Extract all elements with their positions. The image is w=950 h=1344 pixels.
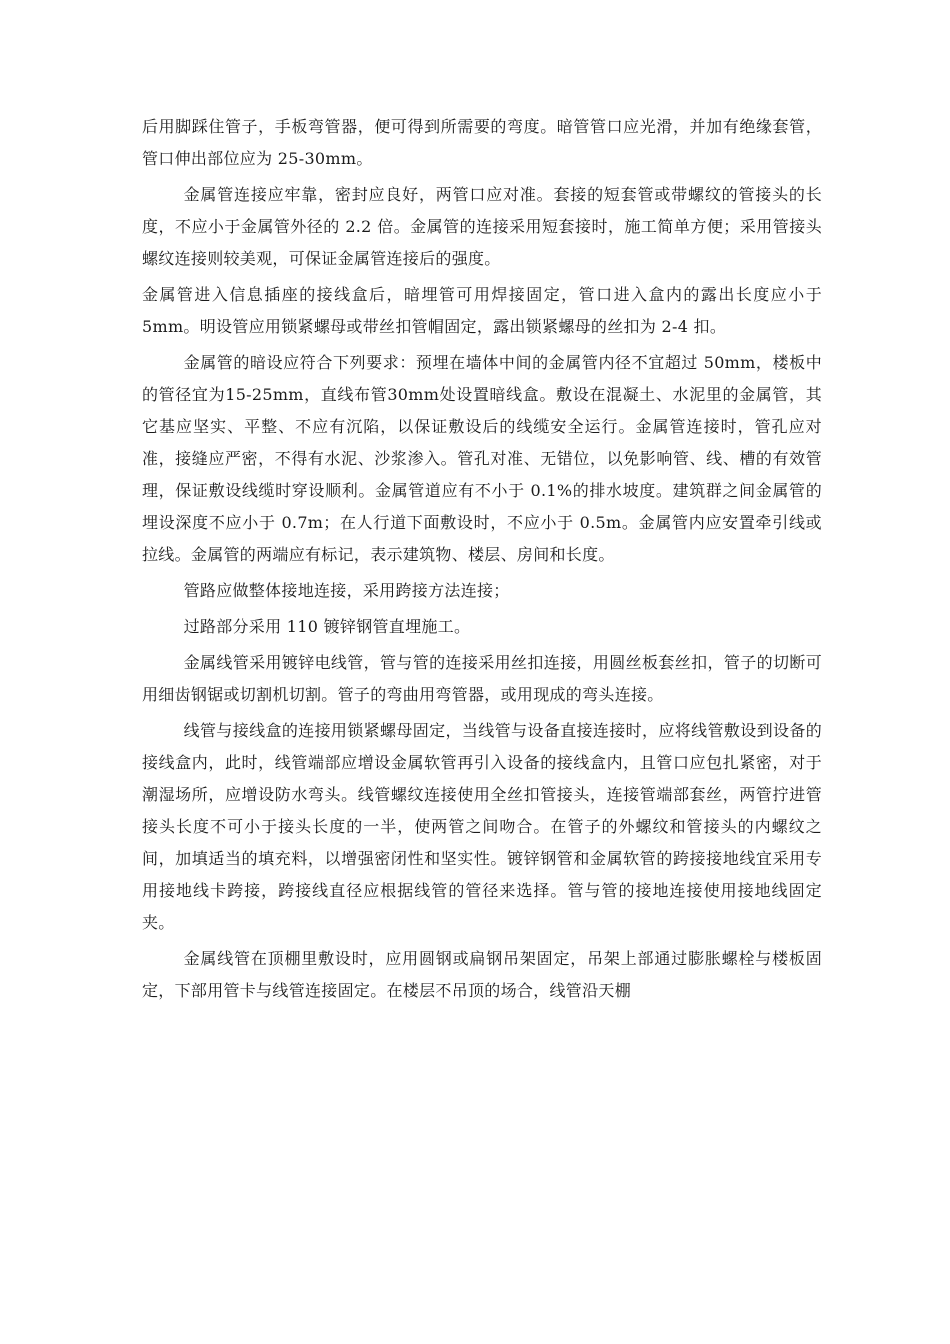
paragraph-2: 金属管连接应牢靠，密封应良好，两管口应对准。套接的短套管或带螺纹的管接头的长度，不应小于金属管外径的 2.2 倍。金属管的连接采用短套接时，施工简单方便；采用管接头螺纹连接则较美观，可保证金属管连接后的强度。 — [142, 185, 822, 268]
document-body — [142, 111, 822, 1011]
paragraph-6: 过路部分采用 110 镀锌钢管直埋施工。 — [183, 617, 471, 636]
paragraph-4: 金属管的暗设应符合下列要求：预埋在墙体中间的金属管内径不宜超过 50mm，楼板中的管径宜为15-25mm，直线布管30mm处设置暗线盒。敷设在混凝土、水泥里的金属管，其它基应坚实、平整、不应有沉陷，以保证敷设后的线缆安全运行。金属管连接时，管孔应对准，接缝应严密，不得有水泥、沙浆渗入。管孔对准、无错位，以免影响管、线、槽的有效管理，保证敷设线缆时穿设顺利。金属管道应有不小于 0.1%的排水坡度。建筑群之间金属管的埋设深度不应小于 0.7m；在人行道下面敷设时，不应小于 0.5m。金属管内应安置牵引线或拉线。金属管的两端应有标记，表示建筑物、楼层、房间和长度。 — [142, 353, 822, 564]
paragraph-3: 金属管进入信息插座的接线盒后，暗埋管可用焊接固定，管口进入盒内的露出长度应小于 5mm。明设管应用锁紧螺母或带丝扣管帽固定，露出锁紧螺母的丝扣为 2-4 扣。 — [142, 285, 822, 336]
paragraph-5: 管路应做整体接地连接，采用跨接方法连接； — [183, 581, 510, 600]
paragraph-7: 金属线管采用镀锌电线管，管与管的连接采用丝扣连接，用圆丝板套丝扣，管子的切断可用细齿钢锯或切割机切割。管子的弯曲用弯管器，或用现成的弯头连接。 — [142, 653, 822, 704]
paragraph-9: 金属线管在顶棚里敷设时，应用圆钢或扁钢吊架固定，吊架上部通过膨胀螺栓与楼板固定，下部用管卡与线管连接固定。在楼层不吊顶的场合，线管沿天棚 — [142, 949, 822, 1000]
paragraph-1: 后用脚踩住管子，手板弯管器，便可得到所需要的弯度。暗管管口应光滑，并加有绝缘套管，管口伸出部位应为 25-30mm。 — [142, 117, 822, 168]
paragraph-8: 线管与接线盒的连接用锁紧螺母固定，当线管与设备直接连接时，应将线管敷设到设备的接线盒内，此时，线管端部应增设金属软管再引入设备的接线盒内，且管口应包扎紧密，对于潮湿场所，应增设防水弯头。线管螺纹连接使用全丝扣管接头，连接管端部套丝，两管拧进管接头长度不可小于接头长度的一半，使两管之间吻合。在管子的外螺纹和管接头的内螺纹之间，加填适当的填充料，以增强密闭性和坚实性。镀锌钢管和金属软管的跨接接地线宜采用专用接地线卡跨接，跨接线直径应根据线管的管径来选择。管与管的接地连接使用接地线固定夹。 — [142, 721, 822, 932]
